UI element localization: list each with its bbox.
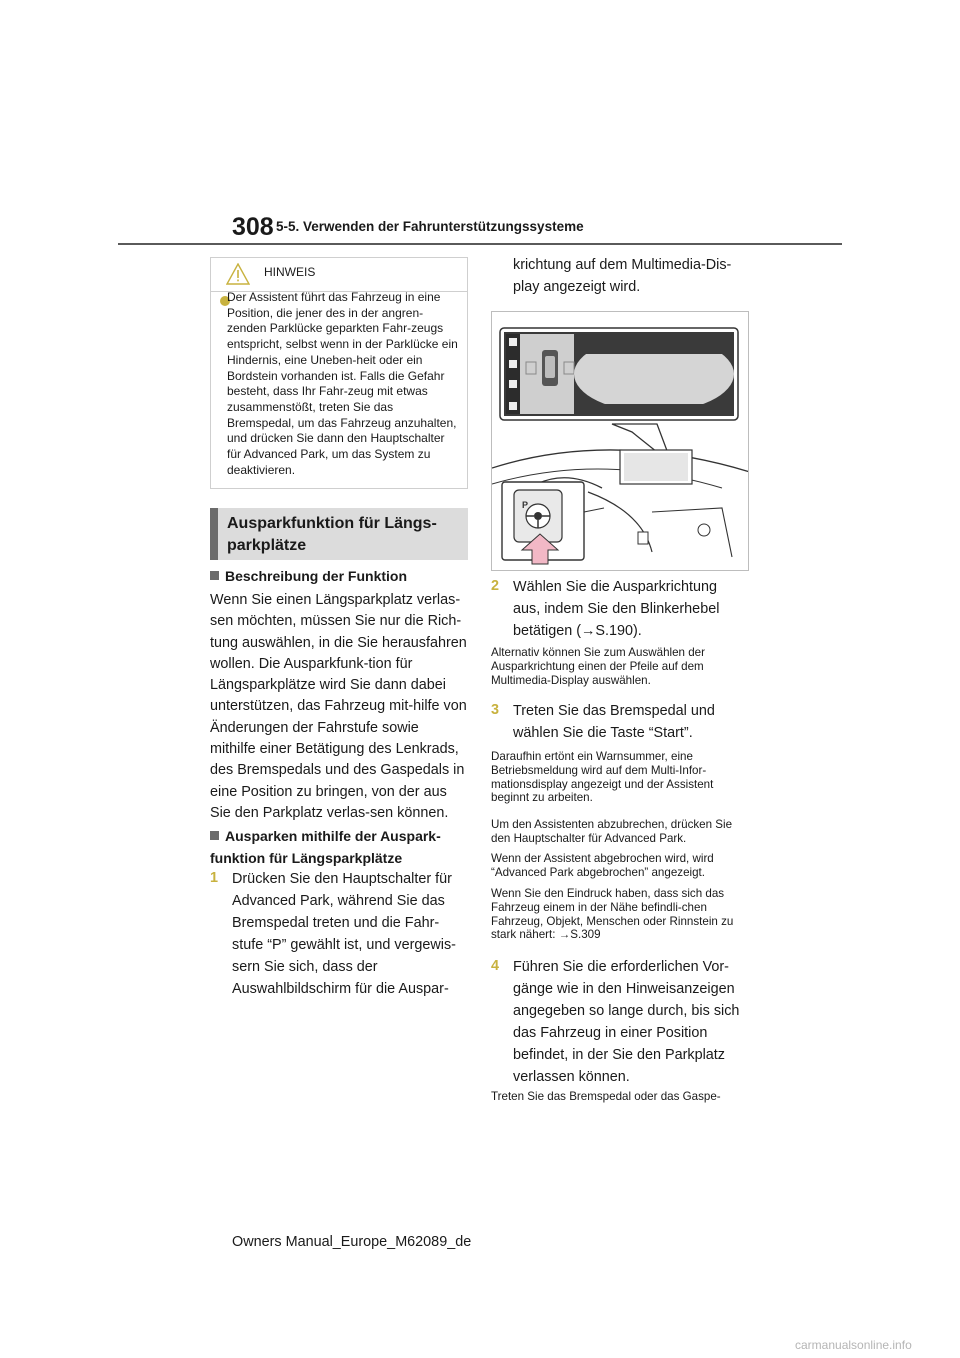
section-title: Ausparkfunktion für Längs-parkplätze bbox=[227, 515, 437, 554]
warning-triangle-icon bbox=[226, 263, 250, 285]
step-number: 1 bbox=[210, 870, 219, 886]
square-bullet-icon bbox=[210, 831, 219, 840]
header-divider bbox=[118, 243, 842, 245]
subheading-exit-procedure bbox=[210, 826, 468, 869]
illustration-advanced-park-switch bbox=[491, 311, 749, 571]
step-3-note-3: Wenn der Assistent abgebrochen wird, wird “Advanced Park abgebrochen” angezeigt. bbox=[491, 852, 714, 879]
step-number: 2 bbox=[491, 578, 500, 594]
step-3-note-4: Wenn Sie den Eindruck haben, dass sich das Fahrzeug einem in der Nähe befindli-chen Fahrzeug, Objekt, Menschen oder Rinnstein zu stark nähert: →S.309 bbox=[491, 887, 734, 942]
step-4-text: Führen Sie die erforderlichen Vor-gänge wie in den Hinweisanzeigen angegeben so lange durch, bis sich das Fahrzeug in einer Position befindet, in der Sie den Parkplatz verlassen können. bbox=[513, 959, 740, 1085]
function-description-paragraph: Wenn Sie einen Längsparkplatz verlas-sen möchten, müssen Sie nur die Rich-tung auswählen, in die Sie herausfahren wollen. Die Ausparkfunk-tion für Längsparkplätze wird Sie dann dabei unterstützen, das Fahrzeug mit-hilfe von Änderungen der Fahrstufe sowie mithilfe einer Betätigung des Lenkrads, des Bremspedals und des Gaspedals in eine Position zu bringen, von der aus Sie den Parkplatz verlas-sen können. bbox=[210, 592, 467, 821]
note-header bbox=[211, 258, 467, 292]
section-heading bbox=[210, 508, 468, 560]
square-bullet-icon bbox=[210, 571, 219, 580]
step-number: 3 bbox=[491, 702, 500, 718]
section-heading-bar bbox=[210, 508, 218, 560]
chapter-title: 5-5. Verwenden der Fahrunterstützungssysteme bbox=[276, 219, 584, 234]
step-4-note: Treten Sie das Bremspedal oder das Gaspe- bbox=[491, 1090, 721, 1103]
subheading-text: Ausparken mithilfe der Auspark-funktion für Längsparkplätze bbox=[210, 828, 441, 866]
step-number: 4 bbox=[491, 958, 500, 974]
step-3-text: Treten Sie das Bremspedal und wählen Sie die Taste “Start”. bbox=[513, 703, 715, 741]
step-1-text: Drücken Sie den Hauptschalter für Advanced Park, während Sie das Bremspedal treten und die Fahr-stufe “P” gewählt ist, und vergewis-sern Sie sich, dass der Auswahlbildschirm für die Auspar- bbox=[232, 871, 456, 997]
note-text: Der Assistent führt das Fahrzeug in eine Position, die jener des in der angren-zenden Parklücke geparkten Fahr-zeugs entspricht, selbst wenn in der Parklücke ein Hindernis, eine Uneben-heit oder ein Bordstein vorhanden ist. Falls die Gefahr besteht, dass Ihr Fahr-zeug mit etwas zusammenstößt, treten Sie das Bremspedal, um das Fahrzeug anzuhalten, und drücken Sie dann den Hauptschalter für Advanced Park, um das System zu deaktivieren. bbox=[227, 290, 458, 477]
watermark: carmanualsonline.info bbox=[795, 1338, 912, 1352]
step-3-note-2: Um den Assistenten abzubrechen, drücken Sie den Hauptschalter für Advanced Park. bbox=[491, 818, 733, 845]
step-2-text: Wählen Sie die Ausparkrichtung aus, indem Sie den Blinkerhebel betätigen (→S.190). bbox=[513, 579, 720, 639]
step-2-note: Alternativ können Sie zum Auswählen der Ausparkrichtung einen der Pfeile auf dem Multimedia-Display auswählen. bbox=[491, 646, 705, 687]
step-3-note-1: Daraufhin ertönt ein Warnsummer, eine Betriebsmeldung wird auf dem Multi-Infor-mationsdisplay angezeigt und der Assistent beginnt zu arbeiten. bbox=[491, 750, 714, 805]
subheading-function-description bbox=[210, 566, 468, 588]
dashboard-illustration bbox=[492, 312, 749, 571]
note-label: HINWEIS bbox=[264, 265, 316, 279]
page-number: 308 bbox=[232, 213, 274, 241]
subheading-text: Beschreibung der Funktion bbox=[225, 568, 408, 584]
footer-document-id: Owners Manual_Europe_M62089_de bbox=[232, 1234, 472, 1250]
step-1-continuation: krichtung auf dem Multimedia-Dis-play angezeigt wird. bbox=[513, 257, 732, 295]
svg-text:P: P bbox=[522, 500, 529, 510]
